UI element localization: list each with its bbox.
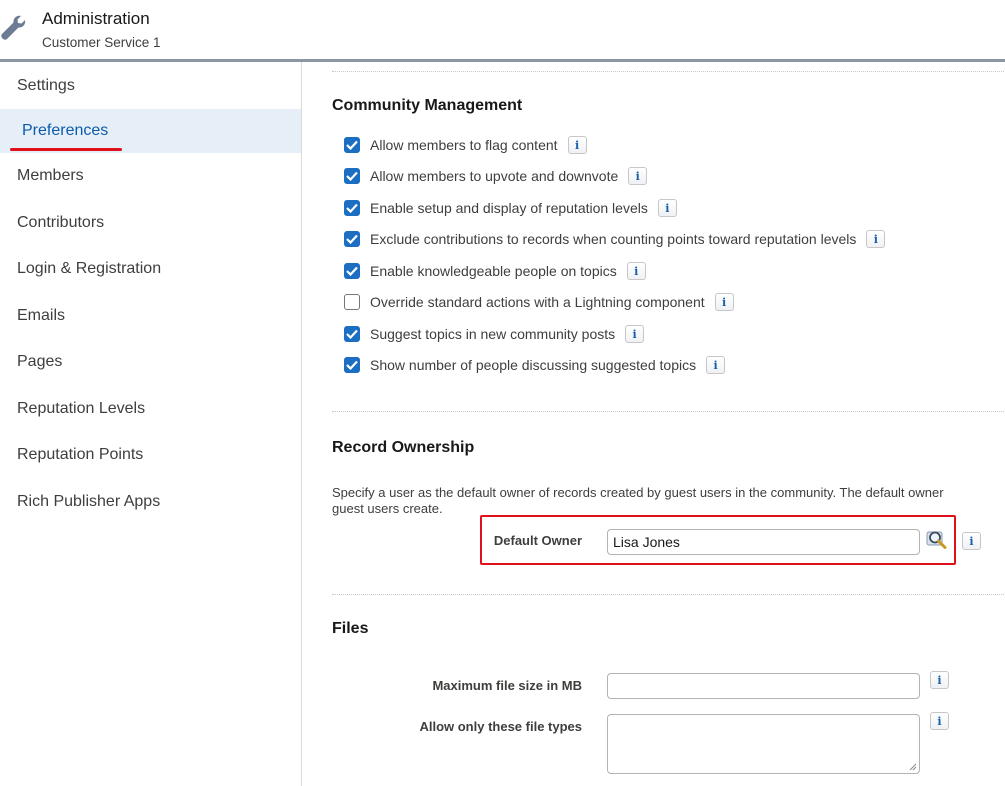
info-icon[interactable]: i (930, 712, 949, 730)
section-divider (332, 594, 1005, 595)
app-title: Administration (42, 9, 150, 28)
checkmark-icon (346, 171, 358, 181)
info-icon[interactable]: i (930, 671, 949, 689)
wrench-icon (0, 14, 26, 42)
sidebar-item-emails[interactable]: Emails (17, 307, 66, 324)
option-row (344, 166, 647, 186)
sidebar (0, 62, 302, 786)
info-icon[interactable]: i (706, 356, 725, 374)
option-row (344, 355, 725, 375)
default-owner-label: Default Owner (493, 533, 582, 548)
checkmark-icon (346, 234, 358, 244)
option-row (344, 292, 734, 312)
info-icon[interactable]: i (628, 167, 647, 185)
checkmark-icon (346, 203, 358, 213)
option-row (344, 261, 646, 281)
option-label: Override standard actions with a Lightning component (370, 294, 705, 310)
description-line: guest users create. (332, 501, 443, 516)
info-icon[interactable]: i (568, 136, 587, 154)
section-divider (332, 411, 1005, 412)
checkmark-icon (346, 360, 358, 370)
max-file-size-input[interactable] (607, 673, 920, 699)
option-label: Enable setup and display of reputation levels (370, 200, 648, 216)
info-icon[interactable]: i (658, 199, 677, 217)
lookup-icon[interactable] (926, 529, 948, 551)
option-label: Allow members to flag content (370, 137, 558, 153)
files-title: Files (332, 620, 369, 637)
checkbox-lightning-override[interactable] (344, 294, 360, 310)
checkmark-icon (346, 329, 358, 339)
record-ownership-title: Record Ownership (332, 439, 475, 456)
option-label: Exclude contributions to records when counting points toward reputation levels (370, 231, 857, 247)
info-icon[interactable]: i (962, 532, 981, 550)
sidebar-item-rich-publisher-apps[interactable]: Rich Publisher Apps (17, 493, 161, 510)
sidebar-item-preferences[interactable]: Preferences (0, 109, 301, 153)
info-icon[interactable]: i (866, 230, 885, 248)
description-line: Specify a user as the default owner of records created by guest users in the community. The default owner (332, 485, 944, 500)
option-label: Enable knowledgeable people on topics (370, 263, 617, 279)
sidebar-item-pages[interactable]: Pages (17, 353, 63, 370)
checkbox-knowledgeable-people[interactable] (344, 263, 360, 279)
record-ownership-description (332, 485, 1005, 517)
file-types-textarea[interactable] (607, 714, 920, 774)
sidebar-item-reputation-levels[interactable]: Reputation Levels (17, 400, 146, 417)
max-file-size-label: Maximum file size in MB (432, 678, 582, 693)
file-types-label: Allow only these file types (419, 719, 582, 734)
sidebar-item-members[interactable]: Members (17, 167, 84, 184)
sidebar-item-reputation-points[interactable]: Reputation Points (17, 446, 144, 463)
option-row (344, 229, 885, 249)
checkbox-show-discussing[interactable] (344, 357, 360, 373)
option-row (344, 135, 587, 155)
option-row (344, 324, 644, 344)
checkbox-reputation-levels[interactable] (344, 200, 360, 216)
info-icon[interactable]: i (627, 262, 646, 280)
community-management-title: Community Management (332, 97, 523, 114)
main-content (302, 62, 1005, 786)
active-item-underline (10, 148, 122, 151)
info-icon[interactable]: i (625, 325, 644, 343)
checkbox-upvote-downvote[interactable] (344, 168, 360, 184)
resize-grip-icon[interactable] (909, 763, 917, 771)
app-header (0, 0, 301, 62)
checkbox-flag-content[interactable] (344, 137, 360, 153)
checkbox-exclude-contributions[interactable] (344, 231, 360, 247)
checkmark-icon (346, 140, 358, 150)
option-row (344, 198, 677, 218)
option-label: Allow members to upvote and downvote (370, 168, 619, 184)
sidebar-item-contributors[interactable]: Contributors (17, 214, 105, 231)
info-icon[interactable]: i (715, 293, 734, 311)
sidebar-item-settings[interactable]: Settings (17, 77, 75, 94)
checkbox-suggest-topics[interactable] (344, 326, 360, 342)
app-subtitle: Customer Service 1 (42, 35, 161, 50)
sidebar-item-login-registration[interactable]: Login & Registration (17, 260, 162, 277)
default-owner-input[interactable] (607, 529, 920, 555)
section-divider (332, 71, 1005, 72)
option-label: Suggest topics in new community posts (370, 326, 616, 342)
checkmark-icon (346, 266, 358, 276)
option-label: Show number of people discussing suggested topics (370, 357, 697, 373)
